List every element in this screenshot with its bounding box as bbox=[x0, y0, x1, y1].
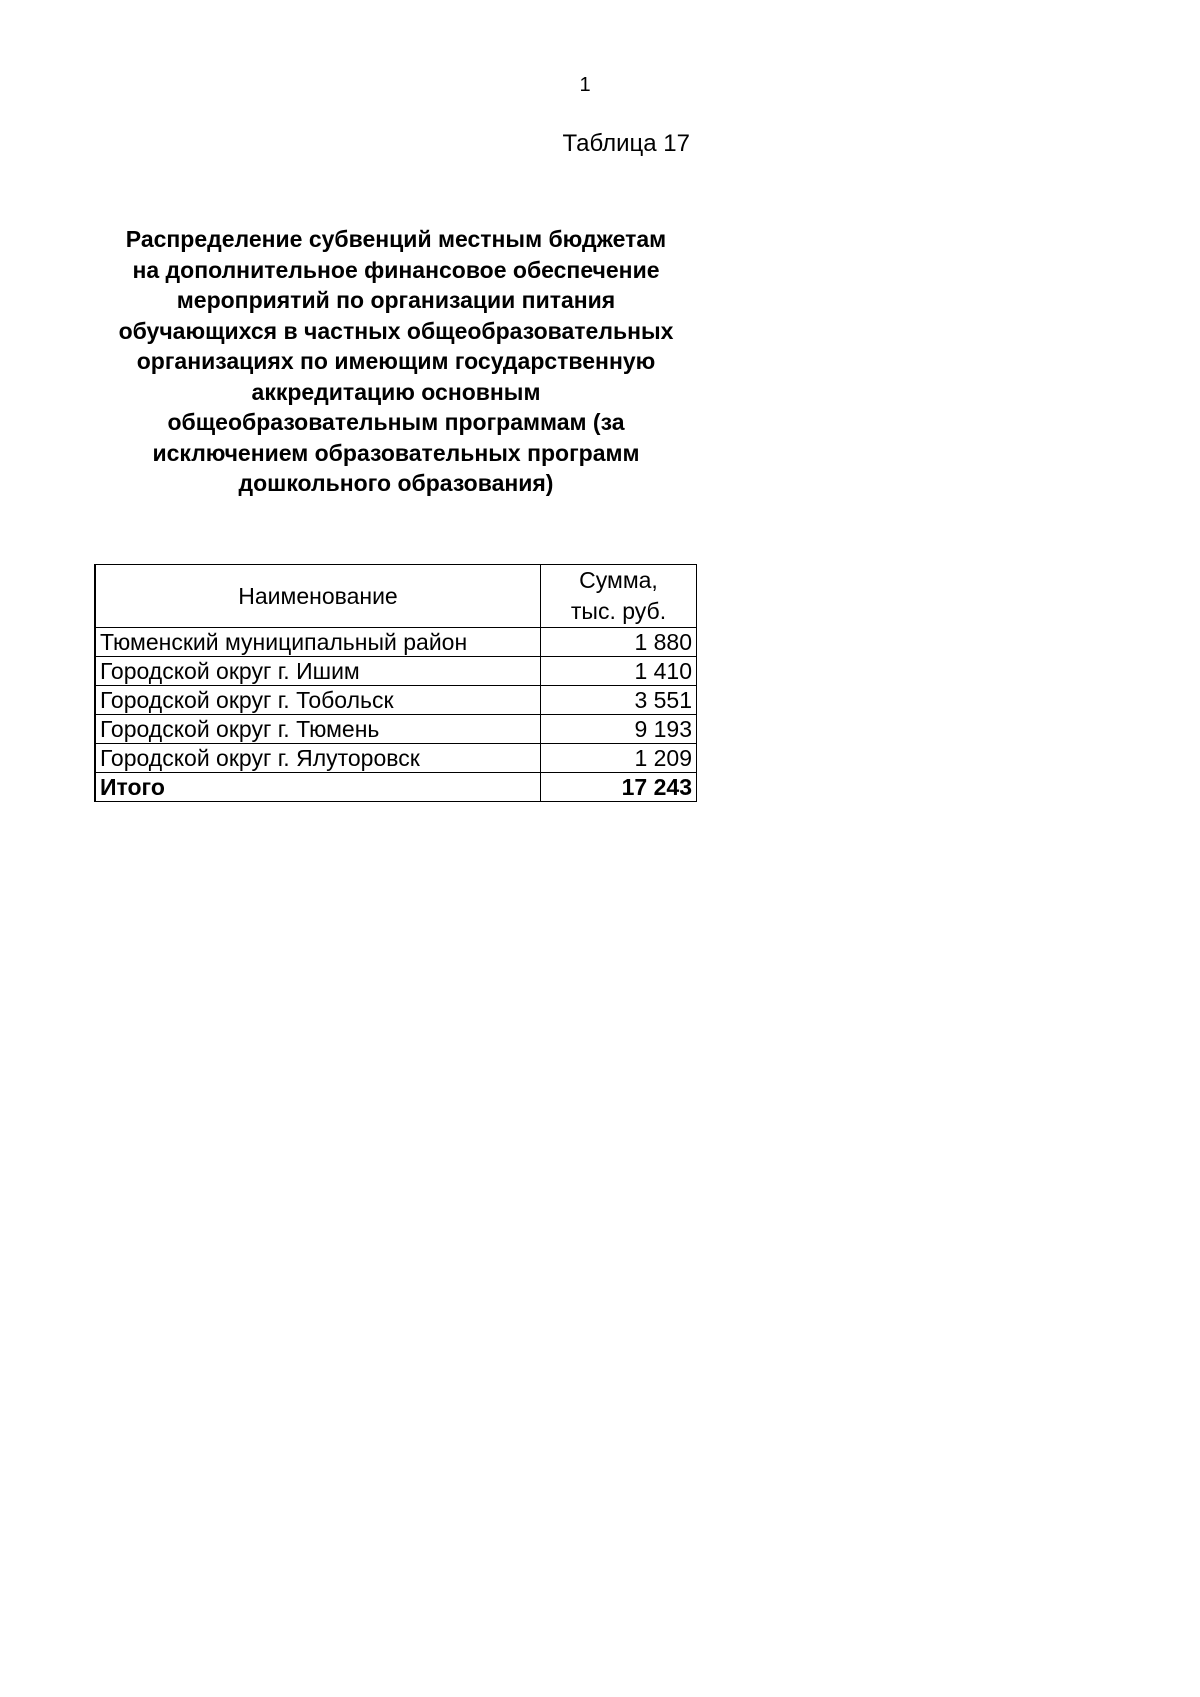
subvention-table bbox=[94, 564, 697, 802]
row-sum: 3 551 bbox=[541, 686, 697, 715]
row-name: Городской округ г. Тюмень bbox=[95, 715, 541, 744]
table-row bbox=[95, 744, 697, 773]
row-sum: 1 209 bbox=[541, 744, 697, 773]
header-sum bbox=[541, 565, 697, 628]
title-line: дошкольного образования) bbox=[238, 470, 554, 496]
table-row bbox=[95, 686, 697, 715]
row-name: Городской округ г. Тобольск bbox=[95, 686, 541, 715]
row-name: Городской округ г. Ишим bbox=[95, 657, 541, 686]
title-line: исключением образовательных программ bbox=[152, 439, 640, 466]
row-sum: 1 410 bbox=[541, 657, 697, 686]
total-name: Итого bbox=[95, 773, 541, 802]
header-sum-line2: тыс. руб. bbox=[570, 598, 667, 624]
title-line: обучающихся в частных общеобразовательных bbox=[118, 317, 674, 344]
header-sum-line1: Сумма, bbox=[579, 567, 658, 593]
page-number: 1 bbox=[579, 74, 591, 96]
table-row bbox=[95, 715, 697, 744]
total-sum: 17 243 bbox=[541, 773, 697, 802]
header-name: Наименование bbox=[95, 565, 541, 628]
row-name: Городской округ г. Ялуторовск bbox=[95, 744, 541, 773]
title-line: аккредитацию основным bbox=[251, 378, 541, 405]
row-sum: 9 193 bbox=[541, 715, 697, 744]
title-line: Распределение субвенций местным бюджетам bbox=[125, 226, 667, 252]
table-header-row bbox=[95, 565, 697, 628]
table-row bbox=[95, 657, 697, 686]
document-title bbox=[90, 224, 702, 499]
title-line: общеобразовательным программам (за bbox=[167, 409, 625, 435]
row-sum: 1 880 bbox=[541, 628, 697, 657]
row-name: Тюменский муниципальный район bbox=[95, 628, 541, 657]
table-total-row bbox=[95, 773, 697, 802]
title-line: мероприятий по организации питания bbox=[176, 287, 616, 313]
title-line: на дополнительное финансовое обеспечение bbox=[132, 256, 660, 283]
title-line: организациях по имеющим государственную bbox=[136, 348, 656, 374]
table-label: Таблица 17 bbox=[562, 130, 690, 157]
table-row bbox=[95, 628, 697, 657]
